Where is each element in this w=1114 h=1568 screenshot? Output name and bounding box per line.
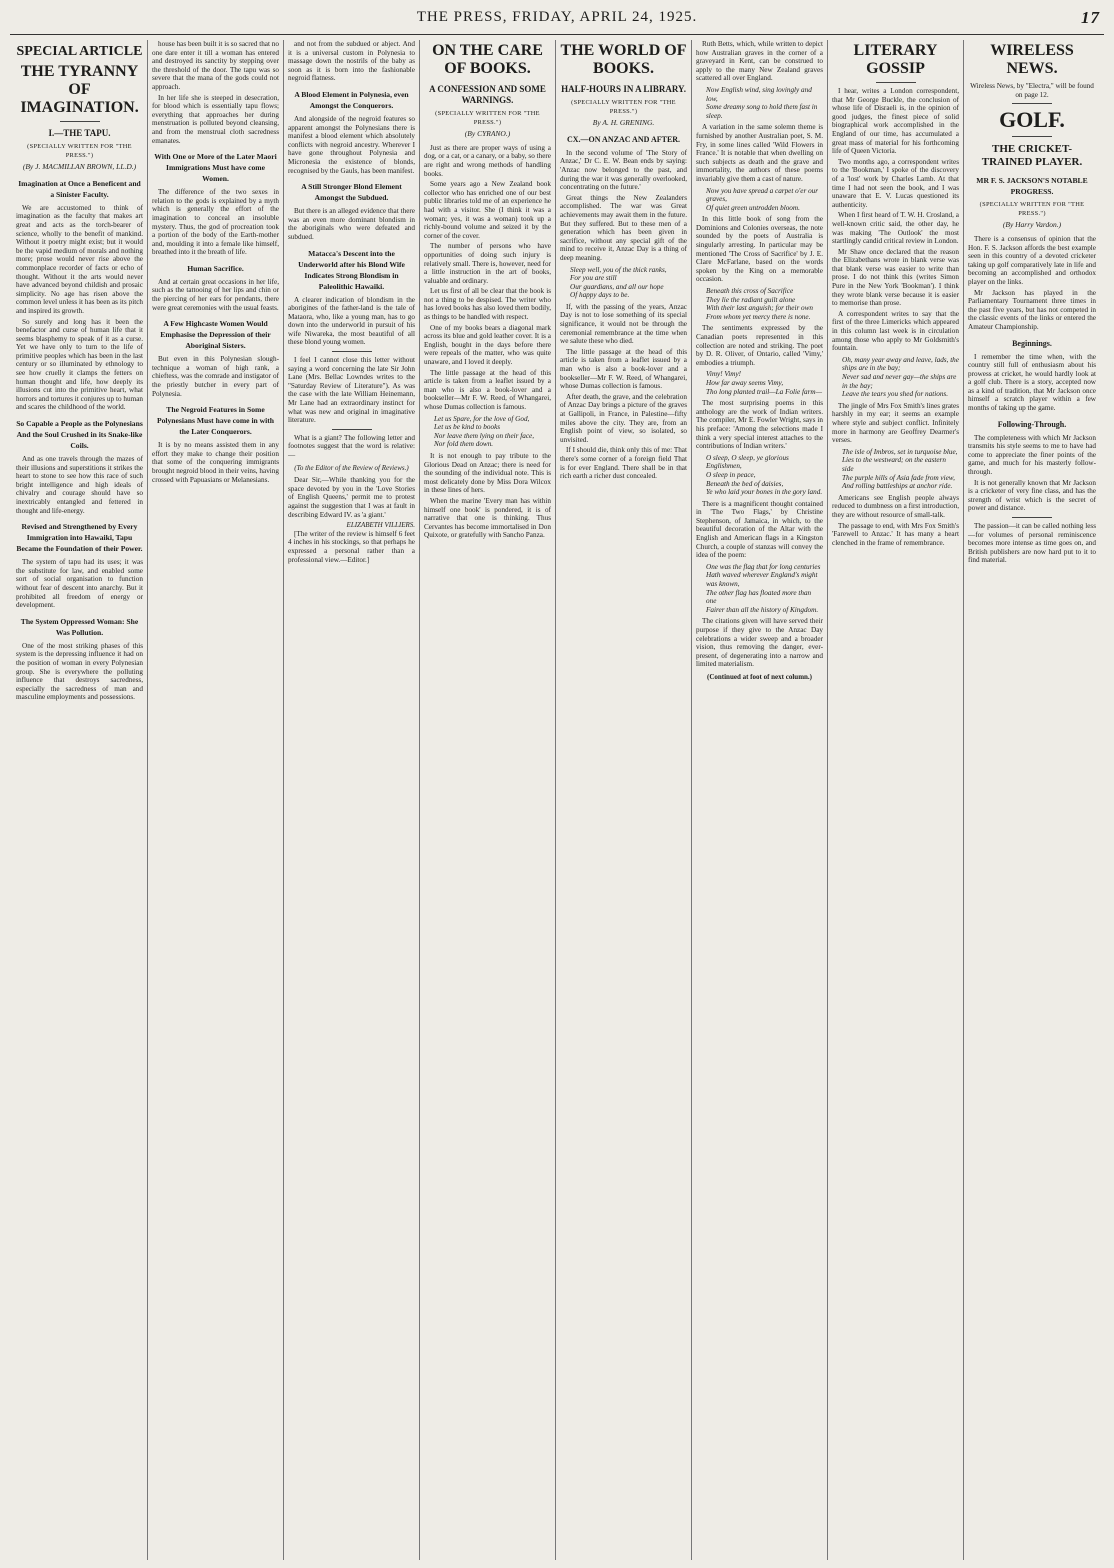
paragraph: It is by no means assisted them in any effort they make to change their position that some of the conquering immigrants brought negroid blood in their veins, having crossed with Papuasians or Melanesians. (152, 441, 279, 484)
paragraph: What is a giant? The following letter and footnotes suggest that the word is relative:— (288, 433, 415, 459)
verse-line: Let us Spare, for the love of God, (434, 414, 530, 423)
paragraph: There is a consensus of opinion that the Hon. F. S. Jackson affords the best example seen in this country of a devoted cricketer taking up golf comparatively late in life and becoming an accomplished and orthodox player on the links. (968, 234, 1096, 286)
verse-line: From whom yet mercy there is none. (706, 312, 811, 321)
verse-line: Lies to the westward; on the eastern side (842, 456, 946, 473)
subheading: A Few Highcaste Women Would Emphasise the Depression of their Aboriginal Sisters. (160, 319, 271, 351)
subheading: With One or More of the Later Maori Immigrations Must have come Women. (154, 152, 277, 184)
kicker: SPECIAL ARTICLE (16, 44, 143, 59)
credit-line: (SPECIALLY WRITTEN FOR "THE PRESS.") (979, 201, 1085, 217)
byline: (By Harry Vardon.) (1002, 220, 1062, 230)
verse (696, 370, 823, 396)
part-heading: I.—THE TAPU. (48, 128, 111, 138)
deck: A CONFESSION AND SOME WARNINGS. (429, 84, 546, 105)
verse-line: Beneath this cross of Sacrifice (706, 287, 794, 296)
paragraph: When the marine 'Every man has within himself one book' is pondered, it is of narrative that one is thinking. Thus Cervantes has become immortalised in Don Quixote, or gratefully with Sancho Panza. (424, 496, 551, 540)
paragraph: A correspondent writes to say that the first of the three Limericks which appeared in this column last week is in circulation among those who apply to Mr Goldsmith's fountain. (832, 309, 959, 353)
verse-line: Leave the tears you shed for nations. (842, 390, 949, 399)
subheading: The Negroid Features in Some Polynesians Must have come in with the Later Conquerors. (156, 405, 275, 437)
column-special-article (12, 40, 148, 1560)
subheading: The System Oppressed Woman: She Was Pollution. (20, 616, 139, 637)
subheading: Revised and Strengthened by Every Immigration into Hawaiki, Tapu Became the Foundation of their Power. (16, 522, 143, 554)
headline-literary-gossip: LITERARY GOSSIP (853, 42, 938, 77)
column-world-of-books (556, 40, 692, 1560)
paragraph: But there is an alleged evidence that there was an even more dominant blondism in the aboriginals who were defeated and subdued. (288, 207, 415, 241)
verse-line: The purple hills of Asia fade from view, (842, 473, 955, 482)
paragraph: If, with the passing of the years, Anzac Day is not to lose something of its special significance, it would not be through the ceremonial remembrance at the time when we salute these who died. (560, 302, 687, 346)
verse-line: Of happy days to be. (570, 291, 630, 300)
verse-line: Nor leave them lying on their face, (434, 431, 535, 440)
verse (696, 454, 823, 497)
paragraph: Great things the New Zealanders accomplished. The war was Great achievements may await them in the future. But they suffered. But to these men of a generation which has been given in sacrifice, without any special gift of the mind to receive it, Anzac Day is a thing of deep meaning. (560, 193, 687, 262)
byline: By A. H. GRENING. (592, 118, 655, 128)
paragraph: The passage to end, with Mrs Fox Smith's 'Farewell to Anzac.' It has many a heart clenched in the frame of remembrance. (832, 521, 959, 547)
paragraph: In this little book of song from the Dominions and Colonies overseas, the note sounded by the poets of Australia is singularly arresting. In particular may be mentioned 'The Cross of Sacrifice' by J. E. Clare McFarlane, based on the words spoken by the King on a memorable occasion. (696, 215, 823, 284)
paragraph: The little passage at the head of this article is taken from a leaflet issued by a man who is also a book-lover and a bookseller—Mr F. W. Reed, of Whangarei, whose Dumas collection is famous. (560, 347, 687, 391)
verse-line: Of quiet green untrodden bloom. (706, 203, 800, 212)
subheading: CX.—ON ANZAC AND AFTER. (566, 134, 681, 144)
paragraph: Wireless News, by "Electra," will be found on page 12. (970, 82, 1094, 99)
verse-line: O sleep in peace, (706, 470, 756, 479)
verse (832, 356, 959, 399)
byline: (By J. MACMILLAN BROWN, LL.D.) (22, 162, 137, 172)
verse (696, 563, 823, 615)
divider (332, 429, 372, 430)
divider (332, 351, 372, 352)
subheading: So Capable a People as the Polynesians And the Soul Crushed in its Snake-like Coils. (16, 419, 143, 451)
verse-line: Hath waved wherever England's might was known, (706, 571, 818, 589)
verse-line: Oh, many year away and leave, lads, the ships are in the bay; (842, 355, 959, 373)
paragraph: Two months ago, a correspondent writes to the 'Bookman,' I spoke of the discovery of a 'lost' work by Charles Lamb. At that time I had not seen the book, and I was unaware that E. V. Lucas questioned its authenticity. (832, 157, 959, 209)
verse-line: Some dreamy song to hold them fast in sleep. (706, 103, 818, 120)
paragraph: The passion—it can be called nothing less—for volumes of personal reminiscence becomes more intense as time goes on, and British publishers are now hard put to it to find material. (968, 522, 1096, 565)
paragraph: and not from the subdued or abject. And it is a universal custom in Polynesia to massage down the nostrils of the baby as soon as it is born into the fashionable negroid flatness. (288, 40, 415, 83)
verse (696, 86, 823, 120)
paragraph: And as one travels through the mazes of their illusions and superstitions it strikes the heart to stone to see how this race of such bright intelligence and high ideals of chivalry and courage should have so inextricably entangled and fettered in thought and life-energy. (16, 455, 143, 515)
verse-line: And rolling battleships at anchor ride. (842, 482, 953, 491)
divider (1012, 517, 1052, 518)
paragraph: Mr Shaw once declared that the reason the Elizabethans wrote in blank verse was that blank verse was easier to write than prose. I do not think this (writes Simon Pure in the New York 'Bookman'). I think they wrote blank verse because it is easier to memorise than prose. (832, 247, 959, 308)
verse-line: Vimy! Vimy! (706, 370, 742, 379)
masthead-title: THE PRESS, FRIDAY, APRIL 24, 1925. (416, 8, 698, 25)
paragraph: One of my books bears a diagonal mark across its blue and gold leather cover. It is a English, bought in the days before there were repeals of the matter, who was quite unaware, and I loved it deeply. (424, 323, 551, 367)
paragraph: It is not enough to pay tribute to the Glorious Dead on Anzac; there is need for the sounding of the individual note. This is most delicately done by Miss Dora Wilcox in these lines of hers. (424, 451, 551, 495)
paragraph: We are accustomed to think of imagination as the faculty that makes art great and acts as the torch-bearer of science, wholly to the benefit of mankind. Without it poetry might exist; but it would be the vapid medium of morals and nothing more; prose would never rise above the commonplace recorder of facts or echo of thought. Without it the arts would never have advanced beyond childish and prosaic simplicity. No age has risen above the common level unless it has been as its pitch and inspired its growth. (16, 203, 143, 315)
verse-line: Sleep well, you of the thick ranks, (570, 265, 667, 274)
subheading: Matacca's Descent into the Underworld after his Blond Wife Indicates Strong Blondism in Paleolithic Hawaiki. (298, 248, 405, 291)
verse-line: Never sad and never gay—the ships are in the bay; (842, 373, 957, 390)
paragraph: Mr Jackson has played in the Parliamentary Tournament three times in the past five years, but has not competed in the classic events of the links or entered the Amateur Championship. (968, 288, 1096, 331)
paragraph: So surely and long has it been the benefactor and curse of human life that it seems blasphemy to speak of it as a curse. Yet we have only to turn to the life of primitive peoples which has been in the last century or so illuminated by ethnology to see how cruelly it clamps the fetters on human thought and life, how deeply its illusions cut into the primitive heart, what horrors and tortures it conjures up to human and scares the childhood of the world. (16, 317, 143, 412)
verse-line: Fairer than all the history of Kingdom. (706, 605, 819, 614)
paragraph: The difference of the two sexes in relation to the gods is explained by a myth which is generally the effort of the imagination to conceal an insoluble mystery. Thus, the god of procreation took a portion of the body of the Earth-mother and, moulding it into a female like himself, breathed into it the breath of life. (152, 188, 279, 257)
paragraph: And at certain great occasions in her life, such as the tattooing of her lips and chin or the piercing of her ears for pendants, there were great ceremonies with the usual feasts. (152, 277, 279, 312)
headline-wireless: WIRELESS NEWS. (990, 42, 1074, 77)
verse-line: Tho long planted trail—La Folie farm— (706, 387, 823, 396)
paragraph: house has been built it is so sacred that no one dare enter it till a woman has entered and destroyed its sanctity by stepping over the threshold of the door. The tapu was so severe that the mana of the gods could not approach. (152, 40, 279, 91)
verse (696, 187, 823, 213)
paragraph: Ruth Betts, which, while written to depict how Australian graves in the corner of a graveyard in Kent, can be construed to apply to the many New Zealand graves scattered all over England. (696, 40, 823, 83)
page-number: 17 (1081, 8, 1100, 27)
paragraph: If I should die, think only this of me: That there's some corner of a foreign field That is for ever England. There shall be in that rich earth a richer dust concealed. (560, 446, 687, 481)
paragraph: The completeness with which Mr Jackson transmits his style seems to me to have had come to appreciate the finer points of the game, and much for his masterly follow-through. (968, 433, 1096, 477)
paragraph: After death, the grave, and the celebration of Anzac Day brings a picture of the graves at Gallipoli, in France, in Palestine—fifty miles above the city. They are, from an English point of view, so isolated, so unvisited. (560, 392, 687, 444)
subheading: Human Sacrifice. (187, 263, 244, 273)
paragraph: The system of tapu had its uses; it was the substitute for law, and enabled some sort of social organisation to function without fear of descent into anarchy. But it prohibited all freedom of energy or development. (16, 558, 143, 610)
paragraph: The sentiments expressed by the Canadian poets represented in this collection are noted and striking. The poet by D. R. Oliver, of Ontario, called 'Vimy,' embodies a triumph. (696, 324, 823, 367)
verse-line: They lie the radiant guilt alone (706, 295, 796, 304)
byline: (By CYRANO.) (464, 129, 511, 139)
deck: THE CRICKET-TRAINED PLAYER. (981, 143, 1083, 169)
paragraph: One of the most striking phases of this system is the depressing influence it had on the position of woman in every Polynesian group. She is everywhere the polluting influence that destroys sacredness, especially the sacredness of man and masculine employments and possessions. (16, 641, 143, 702)
paragraph: But even in this Polynesian slough-technique a woman of high rank, a chieftess, was the comrade and instigator of the priestly butcher in every part of Polynesia. (152, 355, 279, 398)
column-blond-element (284, 40, 420, 1560)
verse-line: Ye who laid your bones in the gory land. (706, 488, 823, 497)
editor-note: (To the Editor of the Review of Reviews.) (294, 463, 409, 472)
subheading: Beginnings. (1012, 338, 1052, 348)
masthead-rule (10, 34, 1104, 35)
paragraph: In the second volume of 'The Story of Anzac,' Dr C. E. W. Bean ends by saying: 'Anzac now belonged to the past, and during the war it was generally overlooked, concentrating on the future.' (560, 148, 687, 192)
paragraph: The number of persons who have opportunities of doing such injury is relatively small. There is, however, need for a little instruction in the art of books, valuable and ordinary. (424, 242, 551, 285)
verse-line: Nor fold them down. (434, 440, 494, 449)
paragraph: I remember the time when, with the country still full of enthusiasm about his prowess at cricket, he would hardly look at a golf club. There is a story, accepted now as a kind of tradition, that Mr Jackson once himself a scratch player within a few months of taking up the game. (968, 352, 1096, 413)
deck: HALF-HOURS IN A LIBRARY. (561, 84, 686, 94)
verse-line: Our guardians, and all our hope (570, 282, 664, 291)
paragraph: The citations given will have served their purpose if they give to the Anzac Day celebrations a wider sweep and a broader vision, thus removing the danger, ever-present, of degenerating into a narrow and limited materialism. (696, 617, 823, 669)
subheading: A Still Stronger Blond Element Amongst the Subdued. (301, 182, 402, 203)
paragraph: In her life she is steeped in desecration, for blood which is essentially tapu flows; everything that approaches her during menstruation is polluted beyond cleansing, and from the menstrual cloth sacredness emanates. (152, 93, 279, 145)
paragraph: Dear Sir,—While thanking you for the space devoted by you in the 'Love Stories of English Queens,' permit me to protest against the suggestion that I was at fault in describing Edward IV. as 'a giant.' (288, 476, 415, 519)
divider (876, 82, 916, 83)
headline-care-of-books: ON THE CARE OF BOOKS. (432, 42, 543, 77)
paragraph: [The writer of the review is himself 6 feet 4 inches in his stockings, so that perhaps he expressed a personal rather than a professional view.—Editor.] (288, 529, 415, 564)
column-anthology (692, 40, 828, 1560)
credit-line: (SPECIALLY WRITTEN FOR "THE PRESS.") (435, 110, 540, 126)
subheading: Following-Through. (997, 419, 1067, 429)
verse-line: The other flag has floated more than one (706, 588, 812, 606)
paragraph: It is not generally known that Mr Jackson is a cricketer of very fine class, and has the strength of wrist which is the secret of power and distance. (968, 478, 1096, 513)
subdeck: MR F. S. JACKSON'S NOTABLE PROGRESS. (976, 176, 1088, 197)
verse (696, 287, 823, 321)
verse-line: Now English wind, sing lovingly and low, (706, 85, 812, 103)
headline-golf: GOLF. (999, 107, 1065, 133)
credit-line: (SPECIALLY WRITTEN FOR "THE PRESS.") (27, 143, 132, 159)
continuation-note: (Continued at foot of next column.) (707, 672, 812, 681)
column-wireless-golf (964, 40, 1100, 1560)
verse-line: One was the flag that for long centuries (706, 562, 821, 571)
paragraph: There is a magnificent thought contained in 'The Two Flags,' by Christine Stephenson, of Jamaica, in which, to the beautiful decoration of the Altar with the English and American flags in a Kingston Church, a couple of stanzas will convey the idea of the poem: (696, 499, 823, 560)
paragraph: Americans see English people always reduced to dumbness on a first introduction, they are without resource of small-talk. (832, 493, 959, 519)
paragraph: Let us first of all be clear that the book is not a thing to be despised. The writer who has loved books has also loved them bodily, as things to be handled with respect. (424, 287, 551, 322)
headline-tyranny: THE TYRANNY OF IMAGINATION. (20, 63, 139, 116)
verse (424, 415, 551, 449)
paragraph: I hear, writes a London correspondent, that Mr George Buckle, the conclusion of whose life of Disraeli is, in the opinion of good judges, the finest piece of solid biographical work accomplished in the England of our time, has accumulated a great mass of material for his forthcoming life of Queen Victoria. (832, 87, 959, 156)
verse-line: O sleep, O sleep, ye glorious Englishmen, (706, 453, 789, 471)
masthead (0, 0, 1114, 34)
column-tapu-continued (148, 40, 284, 1560)
verse-line: Let us be kind to books (434, 423, 501, 432)
verse-line: With their last anguish; for their own (706, 304, 814, 313)
paragraph: I feel I cannot close this letter without saying a word concerning the late Sir John Lane (Mrs. Bellac Lowndes writes to the "Saturday Review of Literature"). As was the case with the late William Heinemann, Mr Lane had an extraordinary instinct for what was new and original in imaginative literature. (288, 356, 415, 425)
verse (832, 448, 959, 491)
paragraph: Some years ago a New Zealand book collector who has enriched one of our best public libraries told me of an experience he had with a visitor. She (I think it was a woman; yes, it was a woman) took up a richly-bound volume and seized it by the corner of the cover. (424, 180, 551, 240)
paragraph: A variation in the same solemn theme is furnished by another Australian poet, S. M. Fry, in some lines called 'Wild Flowers in France.' It is notable that when dwelling on such subjects as death and the grave and immortality, the authors of these poems invariably give them a cast of nature. (696, 123, 823, 183)
headline-world-of-books: THE WORLD OF BOOKS. (560, 42, 687, 77)
verse-line: For you are still (570, 274, 617, 283)
verse-line: The isle of Imbros, set in turquoise blue, (842, 447, 958, 456)
paragraph: Just as there are proper ways of using a dog, or a cat, or a canary, or a baby, so there are right and wrong methods of handling books. (424, 143, 551, 178)
verse-line: How far away seems Vimy, (706, 378, 784, 387)
paragraph: The jingle of Mrs Fox Smith's lines grates harshly in my ear; it seems an example where style and subject conflict. Infinitely more in harmony are Geoffrey Dearmer's verses. (832, 401, 959, 445)
column-literary-gossip (828, 40, 964, 1560)
paragraph: And alongside of the negroid features so apparent amongst the Polynesians there is manifest a blood element which absolutely conflicts with negroid ancestry. Wherever I have gone throughout Polynesia and Micronesia the existence of blonds, recognised by the Gauls, has been manifest. (288, 114, 415, 175)
columns (12, 40, 1104, 1562)
verse (560, 266, 687, 300)
credit-line: (SPECIALLY WRITTEN FOR "THE PRESS.") (571, 99, 676, 115)
paragraph: A clearer indication of blondism in the aborigines of the father-land is the tale of Mataora, who, like a young man, has to go down into the underworld in pursuit of his wife Niwareka, the most beautiful of all these blond young women. (288, 295, 415, 347)
divider (60, 121, 100, 122)
subheading: A Blood Element in Polynesia, even Amongst the Conquerors. (294, 89, 409, 110)
verse-line: Now you have spread a carpet o'er our graves, (706, 186, 819, 204)
deck: Imagination at Once a Beneficent and a Sinister Faculty. (18, 178, 141, 199)
column-care-of-books (420, 40, 556, 1560)
paragraph: The little passage at the head of this article is taken from a leaflet issued by a man who is also a book-lover and a bookseller—Mr F. W. Reed, of Whangarei, whose Dumas collection is famous. (424, 368, 551, 411)
paragraph: The most surprising poems in this anthology are the work of Indian writers. The compiler, Mr E. Fowler Wright, says in his preface: 'Among the selections made I think a very special interest attaches to the contributions of Indian writers.' (696, 399, 823, 451)
divider (1012, 136, 1052, 137)
divider (1012, 103, 1052, 104)
paragraph: When I first heard of T. W. H. Crosland, a well-known critic said, the other day, he was making 'The Outlook' the most startlingly candid critical review in London. (832, 211, 959, 246)
verse-line: Beneath the bed of daisies, (706, 479, 784, 488)
signature: ELIZABETH VILLIERS. (346, 521, 415, 530)
